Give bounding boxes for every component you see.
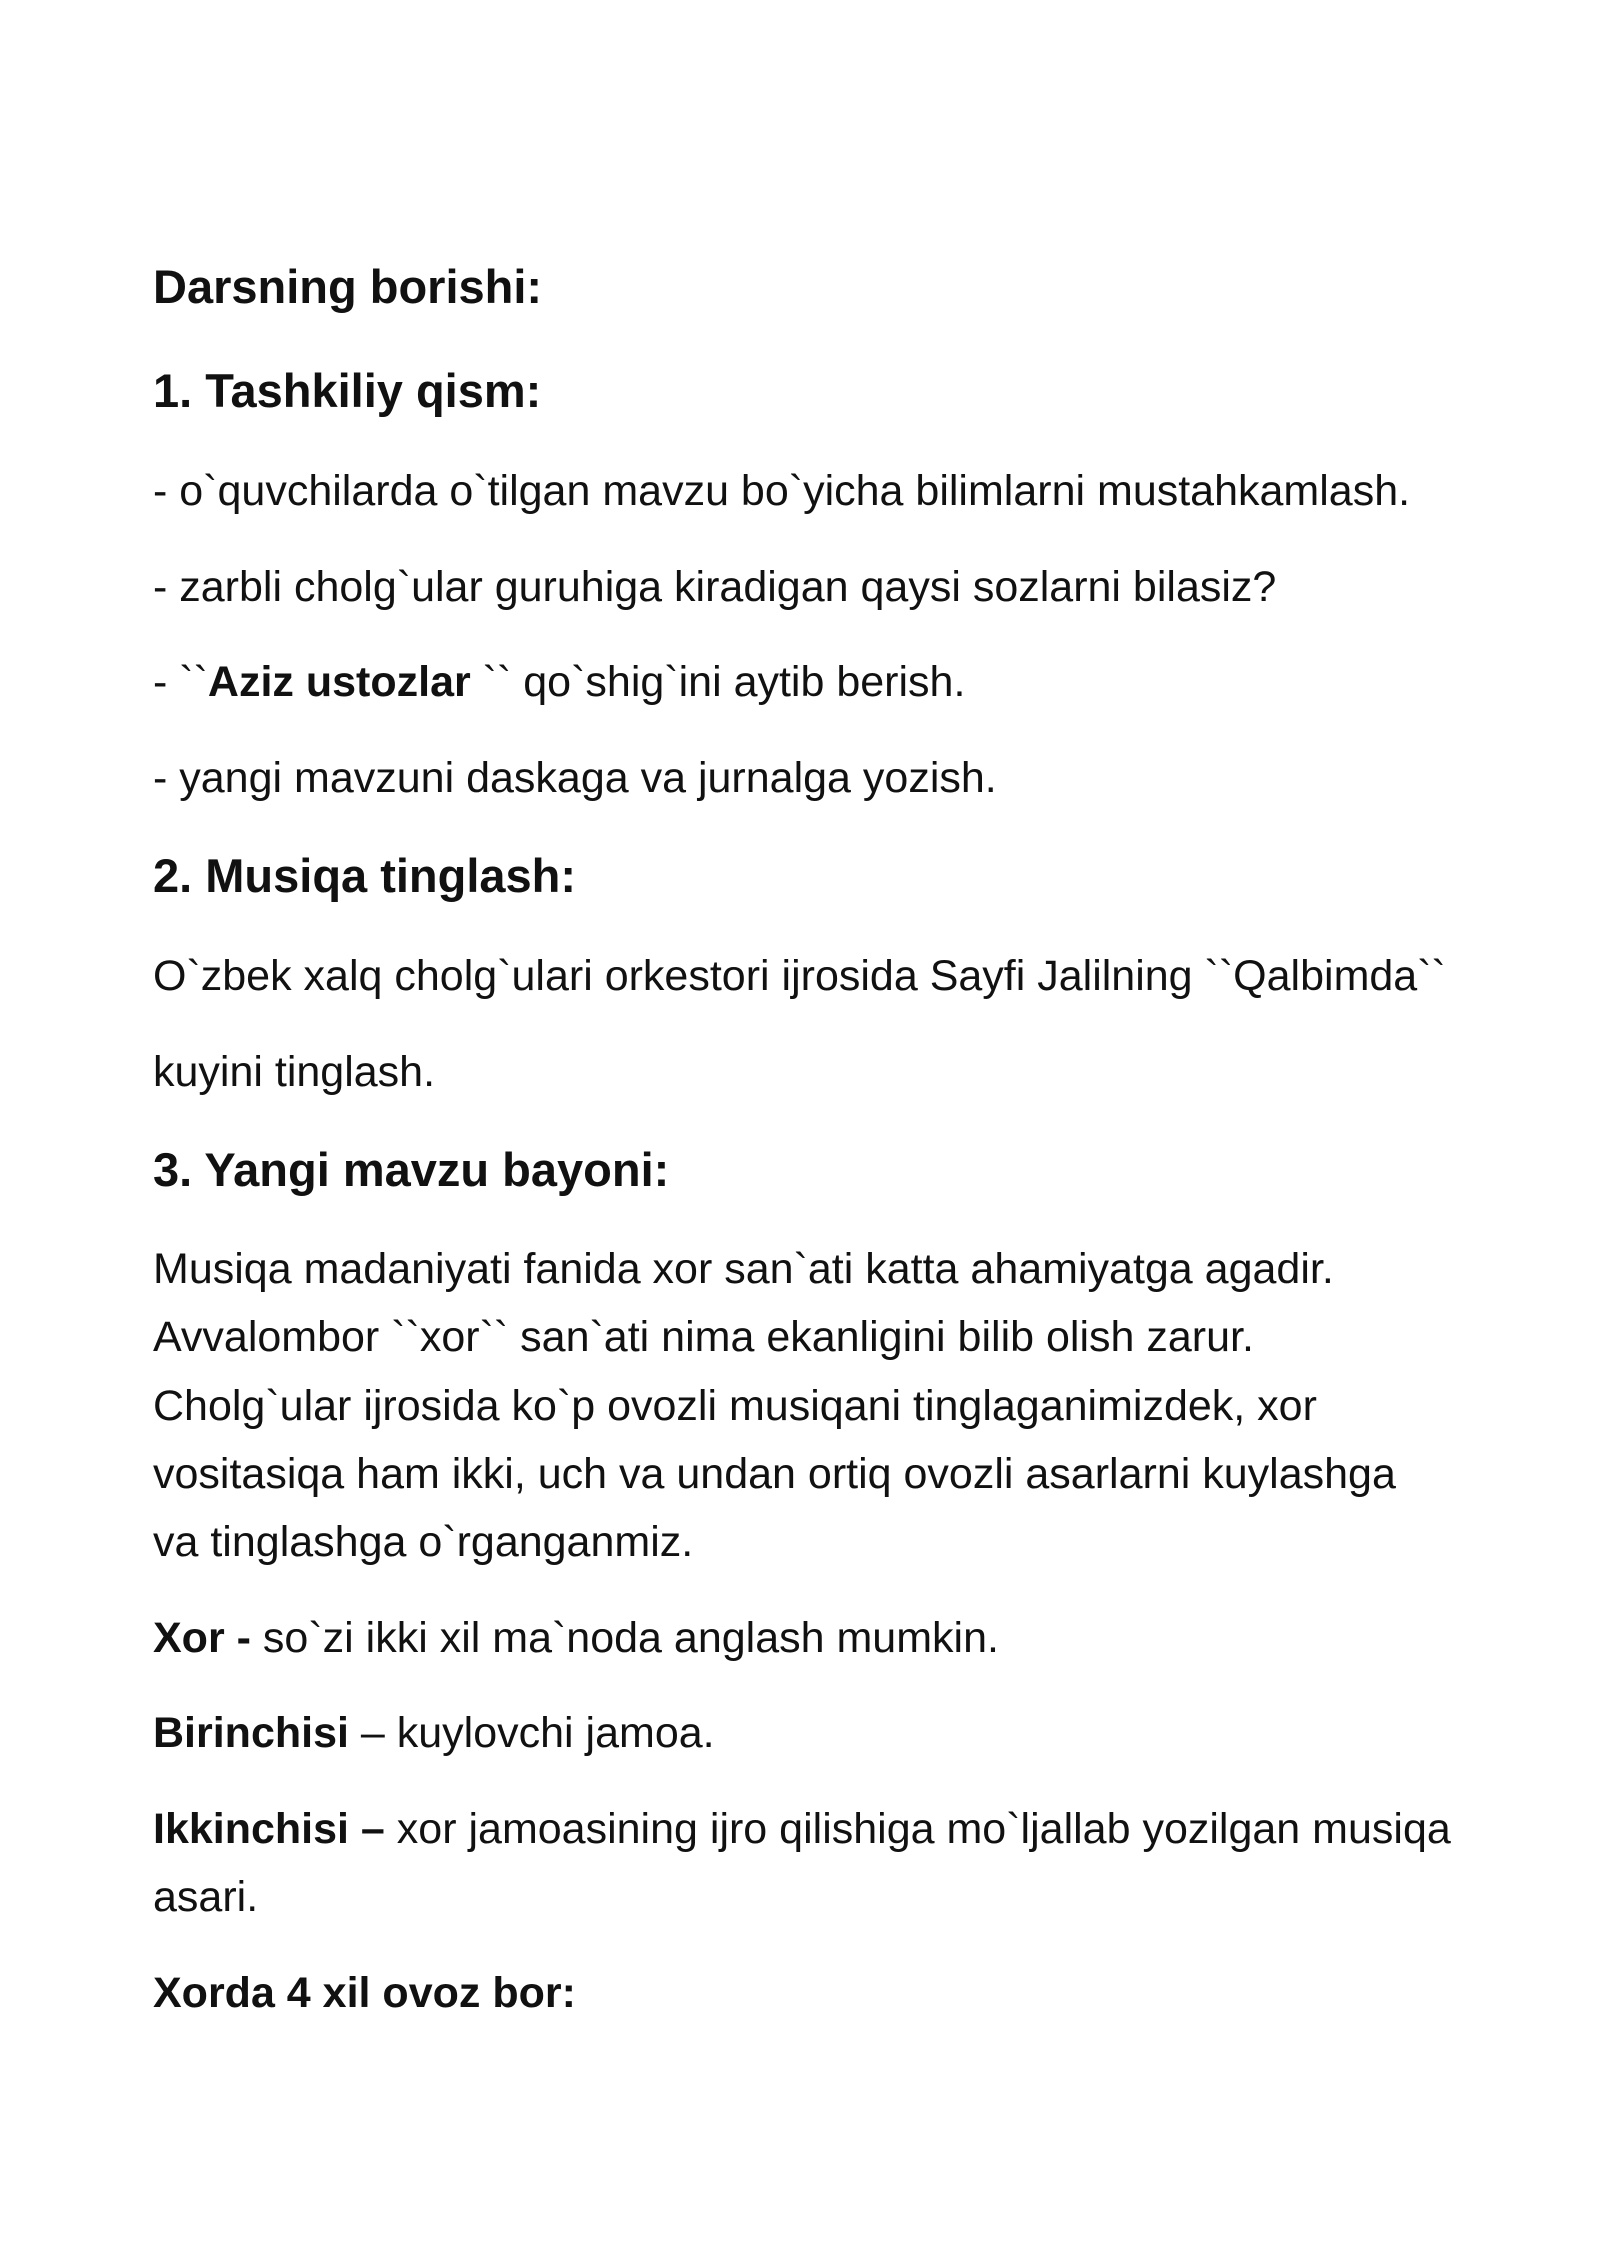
definition-second bbox=[153, 1805, 1451, 1853]
list-item: - yangi mavzuni daskaga va jurnalga yozish. bbox=[153, 754, 997, 802]
list-item-song bbox=[153, 658, 966, 706]
song-prefix: - `` bbox=[153, 658, 208, 706]
definition-text: – kuylovchi jamoa. bbox=[348, 1709, 715, 1757]
section-1-title: 1. Tashkiliy qism: bbox=[153, 364, 542, 417]
section-3-title: 3. Yangi mavzu bayoni: bbox=[153, 1143, 670, 1196]
paragraph-line: Cholg`ular ijrosida ko`p ovozli musiqani tinglaganimizdek, xor bbox=[153, 1382, 1317, 1430]
definition-term: Birinchisi bbox=[153, 1709, 349, 1757]
list-item: - zarbli cholg`ular guruhiga kiradigan qaysi sozlarni bilasiz? bbox=[153, 563, 1277, 611]
definition-first bbox=[153, 1709, 715, 1757]
song-title: Aziz ustozlar bbox=[207, 658, 483, 706]
paragraph-line: va tinglashga o`rganganmiz. bbox=[153, 1518, 694, 1566]
definition-text: xor jamoasining ijro qilishiga mo`ljallab yozilgan musiqa bbox=[384, 1805, 1451, 1853]
paragraph-line: Avvalombor ``xor`` san`ati nima ekanligini bilib olish zarur. bbox=[153, 1313, 1254, 1361]
voices-heading-text: Xorda 4 xil ovoz bor: bbox=[153, 1969, 576, 2017]
definition-second-cont: asari. bbox=[153, 1873, 259, 1921]
definition-term: Ikkinchisi – bbox=[153, 1805, 385, 1853]
definition-xor bbox=[153, 1614, 999, 1662]
definition-text: so`zi ikki xil ma`noda anglash mumkin. bbox=[262, 1614, 999, 1662]
section-2-title: 2. Musiqa tinglash: bbox=[153, 849, 577, 902]
definition-term: Xor - bbox=[153, 1614, 263, 1662]
song-suffix: `` qo`shig`ini aytib berish. bbox=[482, 658, 966, 706]
document-page bbox=[153, 0, 1483, 2262]
paragraph-line: Musiqa madaniyati fanida xor san`ati katta ahamiyatga agadir. bbox=[153, 1245, 1334, 1293]
paragraph-line: kuyini tinglash. bbox=[153, 1048, 436, 1096]
document-heading: Darsning borishi: bbox=[153, 260, 543, 313]
list-item: - o`quvchilarda o`tilgan mavzu bo`yicha bilimlarni mustahkamlash. bbox=[153, 467, 1411, 515]
paragraph-line: O`zbek xalq cholg`ulari orkestori ijrosida Sayfi Jalilning ``Qalbimda`` bbox=[153, 952, 1446, 1000]
voices-heading bbox=[153, 1969, 576, 2017]
paragraph-line: vositasiqa ham ikki, uch va undan ortiq ovozli asarlarni kuylashga bbox=[153, 1450, 1396, 1498]
